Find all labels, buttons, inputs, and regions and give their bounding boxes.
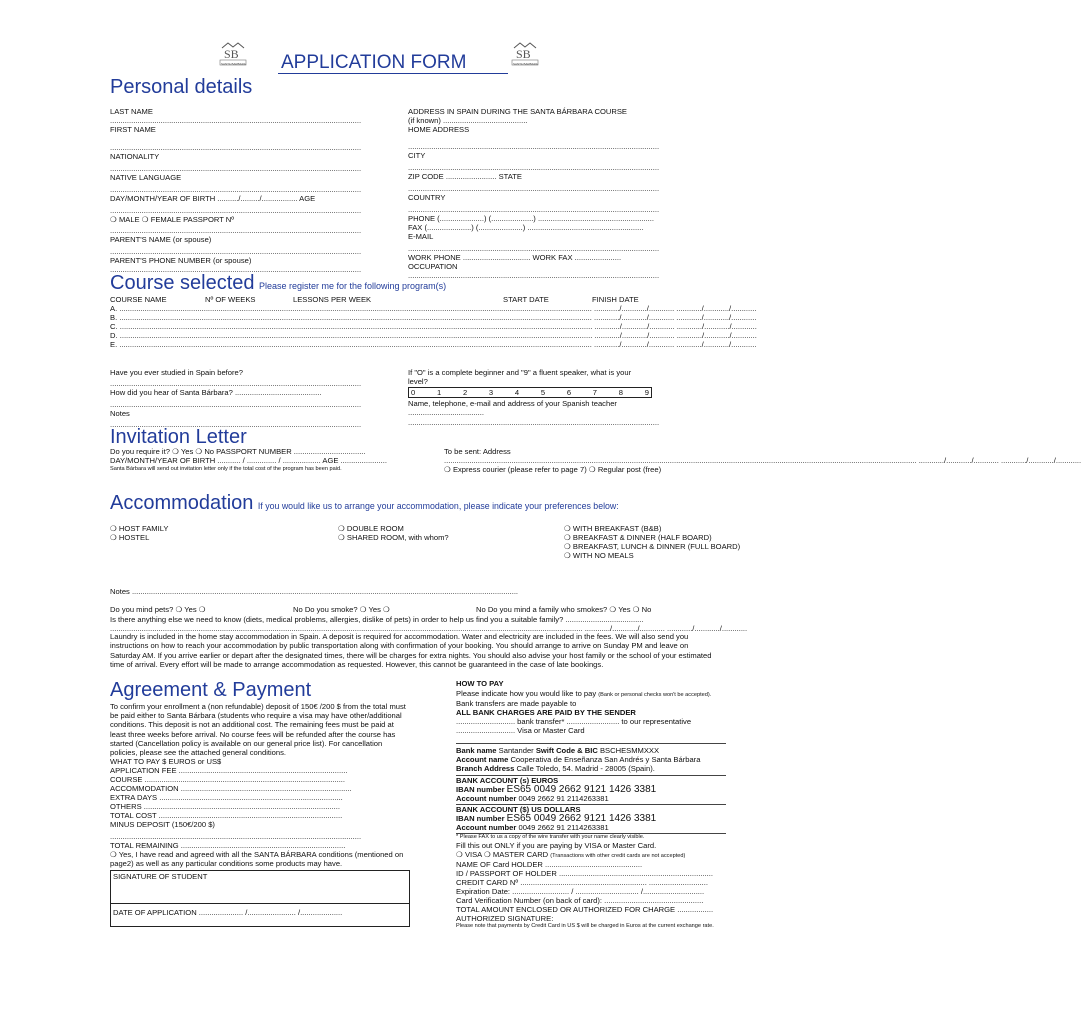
room-type-options [338, 524, 449, 542]
id-passport-field[interactable]: ID / PASSPORT OF HOLDER ......................................................................... [456, 869, 713, 878]
family-smokes-no-radio[interactable]: ❍ [632, 605, 640, 614]
col-lessons: LESSONS PER WEEK [293, 295, 372, 304]
first-name-label: FIRST NAME [110, 125, 156, 134]
first-name-field[interactable]: ....................................................................................................................... [110, 143, 362, 152]
occupation-field[interactable]: ....................................................................................................................... [408, 271, 660, 280]
email-label: E-MAIL [408, 232, 434, 241]
school-logo-right: SB SANTA BARBARA [510, 40, 540, 73]
no-meals-option[interactable]: ❍ WITH NO MEALS [564, 551, 634, 560]
pay-indicate: Please indicate how you would like to pay (Bank or personal checks won't be accepted). [456, 689, 712, 698]
yes-radio[interactable]: ❍ [172, 447, 179, 456]
expiration-field[interactable]: Expiration Date: ........................... / .............................. /............................. [456, 887, 705, 896]
heard-extra-field[interactable]: ....................................................................................................................... [110, 400, 362, 409]
accommodation-subheading: If you would like us to arrange your accommodation, please indicate your preferences below: [257, 501, 619, 511]
personal-details-heading: Personal details [110, 76, 253, 98]
pets-yes-radio[interactable]: ❍ [175, 605, 183, 614]
double-room-option[interactable]: ❍ DOUBLE ROOM [338, 524, 404, 533]
accommodation-notes-field[interactable]: Notes ....................................................................................................................................................................................... [110, 587, 519, 596]
anything-else-field[interactable]: Is there anything else we need to know (diets, medical problems, allergies, dislike of pets) in order to help us find you a suitable family? ..................................... [110, 615, 644, 624]
course-row[interactable]: C. ................................................................................................................................................................................................................................ ............/............/............ ............/............/............ [110, 322, 757, 331]
level-question: If "O" is a complete beginner and "9" a fluent speaker, what is your level? [408, 368, 632, 386]
course-rows [110, 304, 757, 349]
fax-field[interactable]: FAX (.....................) (.....................) ....................................................... [408, 223, 644, 232]
level-option[interactable]: 3 [488, 388, 494, 397]
invitation-left [110, 447, 430, 473]
parents-phone-label: PARENT'S PHONE NUMBER (or spouse) [110, 256, 252, 265]
invitation-dob-field[interactable]: DAY/MONTH/YEAR OF BIRTH ........... / .............. / .................. AGE ...................... [110, 456, 387, 465]
visa-radio[interactable]: ❍ [456, 850, 463, 859]
signature-box[interactable] [110, 870, 410, 904]
level-option[interactable]: 1 [436, 388, 442, 397]
bank-transfer-option[interactable]: ............................ bank transfer* ......................... to our representative [456, 717, 692, 726]
level-option[interactable]: 2 [462, 388, 468, 397]
home-address-field[interactable]: ....................................................................................................................... [408, 142, 660, 151]
course-row[interactable]: A. ................................................................................................................................................................................................................................ ............/............/............ ............/............/............ [110, 304, 757, 313]
parents-name-label: PARENT'S NAME (or spouse) [110, 235, 212, 244]
accommodation-heading: Accommodation [110, 492, 254, 514]
col-weeks: Nº OF WEEKS [205, 295, 256, 304]
credit-card-field[interactable]: CREDIT CARD Nº ............................................................ ............................ [456, 878, 709, 887]
school-logo-left: SB SANTA BARBARA [218, 40, 248, 73]
parents-name-field[interactable]: ....................................................................................................................... [110, 247, 362, 256]
level-option[interactable]: 4 [514, 388, 520, 397]
last-name-label: LAST NAME [110, 107, 153, 116]
sent-to-label: To be sent: Address [444, 447, 511, 456]
level-scale [408, 387, 652, 398]
passport-label: No PASSPORT NUMBER .................................. [204, 447, 366, 456]
home-address-label: HOME ADDRESS [408, 125, 470, 134]
col-start-date: START DATE [503, 295, 549, 304]
master-radio[interactable]: ❍ [483, 850, 491, 859]
minus-deposit-label: MINUS DEPOSIT (150€/200 $) [110, 820, 215, 830]
card-type-row: ❍ VISA ❍ MASTER CARD (Transactions with other credit cards are not accepted) [456, 850, 686, 859]
zip-state-label: ZIP CODE ........................ STATE [408, 172, 522, 181]
course-left-questions [110, 368, 400, 429]
hostel-option[interactable]: ❍ HOSTEL [110, 533, 150, 542]
total-cost-field[interactable]: TOTAL COST ....................................................................................... [110, 811, 343, 821]
zip-field[interactable]: ....................................................................................................................... [408, 184, 660, 193]
extra-days-field[interactable]: EXTRA DAYS ....................................................................................... [110, 793, 343, 803]
anything-else-field-2[interactable]: ................................................................................................................................................................................................................................ ............/............/............ ............/............/............ [110, 624, 748, 633]
iban-eur-row: IBAN number ES65 0049 2662 9121 1426 3381 [456, 784, 657, 795]
level-option[interactable]: 7 [592, 388, 598, 397]
teacher-field-2[interactable]: ....................................................................................................................... [408, 418, 660, 427]
meal-options [564, 524, 744, 560]
city-label: CITY [408, 151, 426, 160]
course-subheading: Please register me for the following program(s) [258, 281, 447, 291]
iban-usd-row: IBAN number ES65 0049 2662 9121 1426 3381 [456, 813, 657, 824]
work-phone-field[interactable]: WORK PHONE ................................ WORK FAX ...................... [408, 253, 622, 262]
shared-room-option[interactable]: ❍ SHARED ROOM, with whom? [338, 533, 449, 542]
smoke-no-radio[interactable]: ❍ [383, 605, 390, 614]
acct-eur-row: Account number 0049 2662 91 2114263381 [456, 794, 609, 803]
address-spain-label: ADDRESS IN SPAIN DURING THE SANTA BÁRBARA COURSE [408, 107, 627, 116]
smoke-question: No Do you smoke? ❍ Yes ❍ [293, 605, 390, 614]
country-label: COUNTRY [408, 193, 446, 202]
host-family-option[interactable]: ❍ HOST FAMILY [110, 524, 169, 533]
cvv-field[interactable]: Card Verification Number (on back of card): ............................................... [456, 896, 704, 905]
personal-right-column [408, 107, 663, 280]
male-label: MALE [118, 215, 140, 224]
smoke-yes-radio[interactable]: ❍ [359, 605, 367, 614]
male-radio[interactable]: ❍ [110, 215, 117, 224]
form-title: APPLICATION FORM [281, 52, 467, 73]
course-row[interactable]: D. ................................................................................................................................................................................................................................ ............/............/............ ............/............/............ [110, 331, 757, 340]
occupation-label: OCCUPATION [408, 262, 458, 271]
passport-field[interactable]: ....................................................................................................................... [110, 226, 362, 235]
invitation-note: Santa Bárbara will send out invitation letter only if the total cost of the program has been paid. [110, 466, 342, 472]
no-radio[interactable]: ❍ [195, 447, 203, 456]
express-label: Express courier (please refer to page 7) [452, 465, 587, 474]
course-row[interactable]: B. ................................................................................................................................................................................................................................ ............/............/............ ............/............/............ [110, 313, 757, 322]
minus-deposit-field[interactable]: ....................................................................................................................... [110, 832, 362, 842]
title-underline [278, 73, 508, 74]
agreement-text: To confirm your enrollment a (non refundable) deposit of 150€ /200 $ from the total must be paid either to Santa Bárbara (students who require a visa may have other/additional conditions. This deposit is not an additional cost. The remaining fees must be paid at least three weeks before arrival. No course fees will be refunded after the course has started (Cancellation policy is available on our general price list). For cancellation policies, please see the attached general conditions. [110, 702, 406, 758]
full-board-option[interactable]: ❍ BREAKFAST, LUNCH & DINNER (FULL BOARD) [564, 542, 741, 551]
course-selected-heading: Course selected [110, 272, 255, 294]
level-option[interactable]: 0 [411, 388, 416, 397]
housing-type-options [110, 524, 168, 542]
agree-checkbox[interactable]: ❍ Yes, I have read and agreed with all the SANTA BÁRBARA conditions (mentioned on page2) as well as any particular conditions some products may have. [110, 850, 404, 869]
agreement-heading: Agreement & Payment [110, 679, 312, 701]
charges-label: ALL BANK CHARGES ARE PAID BY THE SENDER [456, 708, 636, 717]
what-to-pay: WHAT TO PAY $ EUROS or US$ [110, 757, 222, 767]
personal-left-column [110, 107, 400, 274]
col-finish-date: FINISH DATE [592, 295, 639, 304]
course-fee-field[interactable]: COURSE ............................................................................................... [110, 775, 346, 785]
visa-master-option[interactable]: ............................ Visa or Master Card [456, 726, 585, 735]
total-enclosed-field[interactable]: TOTAL AMOUNT ENCLOSED OR AUTHORIZED FOR CHARGE ................. [456, 905, 714, 914]
heard-about-field[interactable]: How did you hear of Santa Bárbara? ......................................... [110, 388, 322, 397]
signature-label: SIGNATURE OF STUDENT [113, 871, 208, 881]
application-fee-field[interactable]: APPLICATION FEE ................................................................................ [110, 766, 348, 776]
notes-label: Notes [110, 409, 130, 418]
acct-usd-row: Account number 0049 2662 91 2114263381 [456, 823, 609, 832]
level-option[interactable]: 8 [618, 388, 623, 397]
regular-radio[interactable]: ❍ [588, 465, 596, 474]
breakfast-option[interactable]: ❍ WITH BREAKFAST (B&B) [564, 524, 662, 533]
sent-to-field[interactable]: ................................................................................................................................................................................................................................ ............/............/............ ............/............/............ [444, 456, 1081, 465]
invitation-right [444, 447, 1081, 474]
city-field[interactable]: ....................................................................................................................... [408, 163, 660, 172]
total-remaining-field[interactable]: TOTAL REMAINING .............................................................................. [110, 841, 346, 851]
express-radio[interactable]: ❍ [444, 465, 451, 474]
currency-note: Please note that payments by Credit Card in US $ will be charged in Euros at the current exchange rate. [456, 923, 714, 929]
if-known-field[interactable]: (if known) ........................................ [408, 116, 528, 125]
date-field: DATE OF APPLICATION ..................... /....................... /.................... [113, 907, 343, 917]
country-field[interactable]: ....................................................................................................................... [408, 205, 660, 214]
level-option[interactable]: 5 [540, 388, 546, 397]
payment-divider [456, 743, 726, 744]
card-holder-field[interactable]: NAME OF Card HOLDER .............................................. [456, 860, 643, 869]
family-smokes-yes-radio[interactable]: ❍ [609, 605, 617, 614]
delivery-row [444, 465, 724, 474]
branch-row: Branch Address Calle Toledo, 54. Madrid - 28005 (Spain). [456, 764, 655, 773]
course-row[interactable]: E. ................................................................................................................................................................................................................................ ............/............/............ ............/............/............ [110, 340, 757, 349]
fill-visa-label: Fill this out ONLY if you are paying by VISA or Master Card. [456, 841, 657, 850]
yes-label: Yes [180, 447, 194, 456]
level-section [408, 368, 658, 427]
native-language-field[interactable]: ....................................................................................................................... [110, 185, 362, 194]
accommodation-heading-row [110, 492, 619, 514]
native-language-label: NATIVE LANGUAGE [110, 173, 182, 182]
fax-note: * Please FAX to us a copy of the wire transfer with your name clearly visible. [456, 833, 726, 841]
dob-field[interactable]: ....................................................................................................................... [110, 206, 362, 215]
teacher-field[interactable]: .................................... [408, 408, 484, 417]
pets-question: Do you mind pets? ❍ Yes ❍ [110, 605, 206, 614]
level-option[interactable]: 6 [566, 388, 572, 397]
require-row [110, 447, 430, 456]
laundry-info: Laundry is included in the home stay accommodation in Spain. A deposit is required for accommodation. Water and electricity are included in the fees. We will also send you instructions on how to reach your accommodation by public transportation along with confirmation of your booking. You should arrange to arrive on Sunday PM and leave on Saturday AM. If you arrive earlier or depart after the designated times, there will be charges for extra nights. You should also advise your host family or the school of your estimated time of arrival. Every effort will be made to arrange accommodation as requested. However, this cannot be guaranteed in the case of late bookings. [110, 632, 712, 670]
studied-spain-label: Have you ever studied in Spain before? [110, 368, 243, 377]
regular-label: Regular post (free) [597, 465, 662, 474]
nationality-label: NATIONALITY [110, 152, 160, 161]
female-passport-label: FEMALE PASSPORT Nº [150, 215, 235, 224]
eur-account-title: BANK ACCOUNT (s) EUROS [456, 775, 726, 785]
nationality-field[interactable]: ....................................................................................................................... [110, 164, 362, 173]
how-to-pay-heading: HOW TO PAY [456, 679, 504, 688]
pets-no-radio[interactable]: ❍ [198, 605, 206, 614]
notes-field[interactable]: ....................................................................................................................... [110, 420, 362, 429]
phone-field[interactable]: PHONE (.....................) (....................) ....................................................... [408, 214, 654, 223]
authorized-signature[interactable]: AUTHORIZED SIGNATURE: [456, 914, 554, 923]
half-board-option[interactable]: ❍ BREAKFAST & DINNER (HALF BOARD) [564, 533, 712, 542]
parents-phone-field[interactable]: ....................................................................................................................... [110, 265, 362, 274]
email-field[interactable]: ....................................................................................................................... [408, 244, 660, 253]
accommodation-fee-field[interactable]: ACCOMMODATION ................................................................................. [110, 784, 352, 794]
level-option[interactable]: 9 [644, 388, 649, 397]
col-course-name: COURSE NAME [110, 295, 167, 304]
usd-account-title: BANK ACCOUNT ($) US DOLLARS [456, 804, 726, 814]
course-heading-row [110, 272, 446, 294]
how-to-pay-section [456, 679, 756, 930]
family-smokes-question: No Do you mind a family who smokes? ❍ Yes ❍ No [476, 605, 652, 614]
teacher-label: Name, telephone, e-mail and address of your Spanish teacher [408, 399, 617, 408]
last-name-field[interactable]: ....................................................................................................................... [110, 116, 362, 125]
studied-spain-field[interactable]: ....................................................................................................................... [110, 379, 362, 388]
invitation-heading: Invitation Letter [110, 426, 247, 448]
gender-row [110, 215, 400, 224]
transfers-label: Bank transfers are made payable to [456, 699, 577, 708]
dob-label: DAY/MONTH/YEAR OF BIRTH ........../........./................. AGE [110, 194, 316, 203]
require-label: Do you require it? [110, 447, 170, 456]
account-name-row: Account name Cooperativa de Enseñanza San Andrés y Santa Bárbara [456, 755, 701, 764]
date-box[interactable] [110, 904, 410, 927]
others-field[interactable]: OTHERS ............................................................................................. [110, 802, 340, 812]
female-radio[interactable]: ❍ [141, 215, 149, 224]
agreement-left [110, 702, 410, 927]
bank-name-row: Bank name Santander Swift Code & BIC BSCHESMMXXX [456, 746, 660, 755]
